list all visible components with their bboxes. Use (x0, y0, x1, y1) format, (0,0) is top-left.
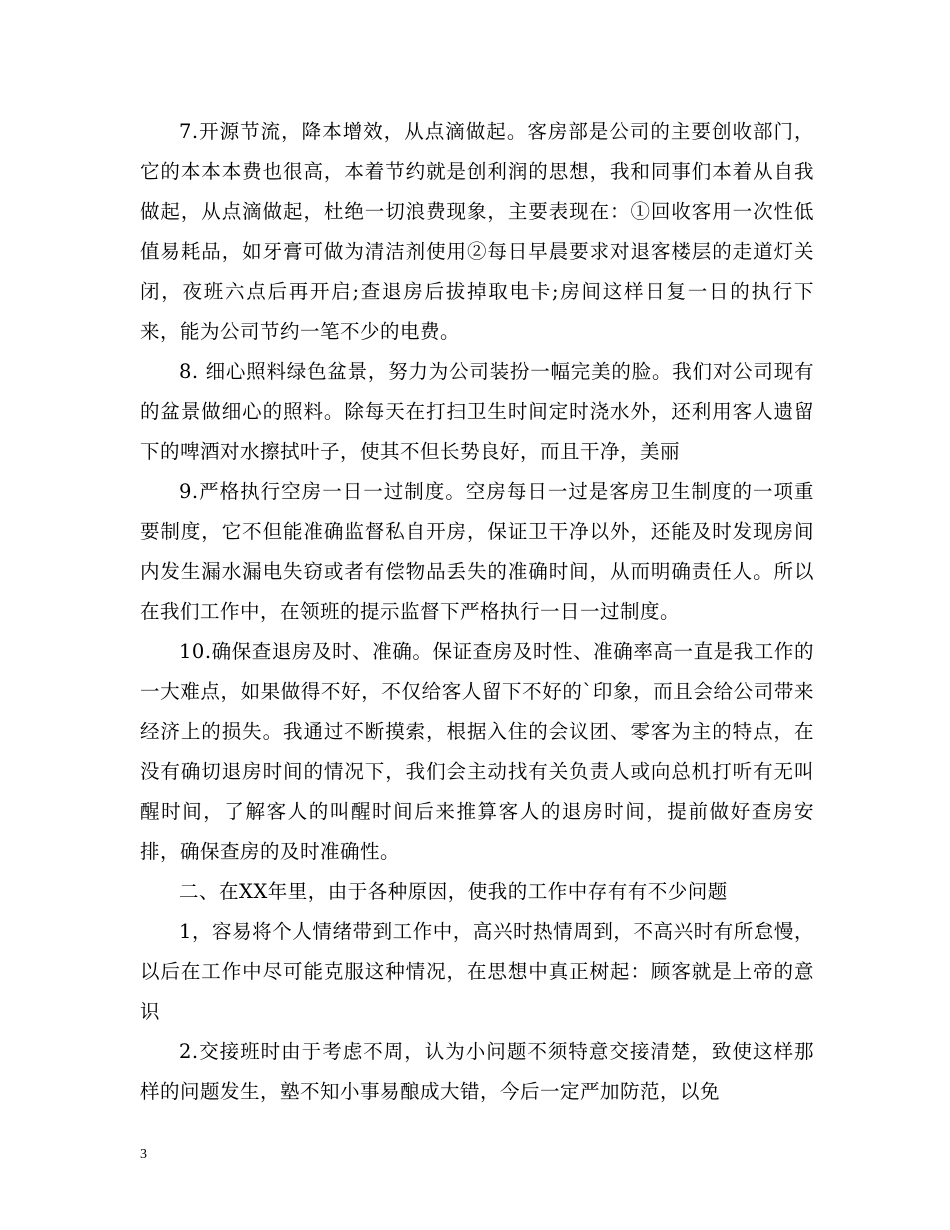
paragraph-item-7: 7.开源节流，降本增效，从点滴做起。客房部是公司的主要创收部门，它的本本本费也很高，本着节约就是创利润的思想，我和同事们本着从自我做起，从点滴做起，杜绝一切浪费现象，主要表现在：①回收客用一次性低值易耗品，如牙膏可做为清洁剂使用②每日早晨要求对退客楼层的走道灯关闭，夜班六点后再开启;查退房后拔掉取电卡;房间这样日复一日的执行下来，能为公司节约一笔不少的电费。 (140, 120, 814, 343)
page-number: 3 (140, 1147, 147, 1162)
document-body (140, 112, 814, 1112)
paragraph-item-9: 9.严格执行空房一日一过制度。空房每日一过是客房卫生制度的一项重要制度，它不但能准确监督私自开房，保证卫干净以外，还能及时发现房间内发生漏水漏电失窃或者有偿物品丢失的准确时间，从而明确责任人。所以在我们工作中，在领班的提示监督下严格执行一日一过制度。 (140, 480, 814, 623)
paragraph-item-10: 10.确保查退房及时、准确。保证查房及时性、准确率高一直是我工作的一大难点，如果做得不好，不仅给客人留下不好的`印象，而且会给公司带来经济上的损失。我通过不断摸索，根据入住的会议团、零客为主的特点，在没有确切退房时间的情况下，我们会主动找有关负责人或向总机打听有无叫醒时间，了解客人的叫醒时间后来推算客人的退房时间，提前做好查房安排，确保查房的及时准确性。 (140, 640, 814, 863)
paragraph-problem-2: 2.交接班时由于考虑不周，认为小问题不须特意交接清楚，致使这样那样的问题发生，塾不知小事易酿成大错，今后一定严加防范，以免 (140, 1040, 814, 1103)
paragraph-problem-1: 1，容易将个人情绪带到工作中，高兴时热情周到，不高兴时有所怠慢，以后在工作中尽可能克服这种情况，在思想中真正树起：顾客就是上帝的意识 (140, 920, 814, 1023)
paragraph-item-8: 8. 细心照料绿色盆景，努力为公司装扮一幅完美的脸。我们对公司现有的盆景做细心的照料。除每天在打扫卫生时间定时浇水外，还利用客人遗留下的啤酒对水擦拭叶子，使其不但长势良好，而且干净，美丽 (140, 360, 814, 463)
section-heading-problems: 二、在XX年里，由于各种原因，使我的工作中存有有不少问题 (179, 880, 728, 903)
